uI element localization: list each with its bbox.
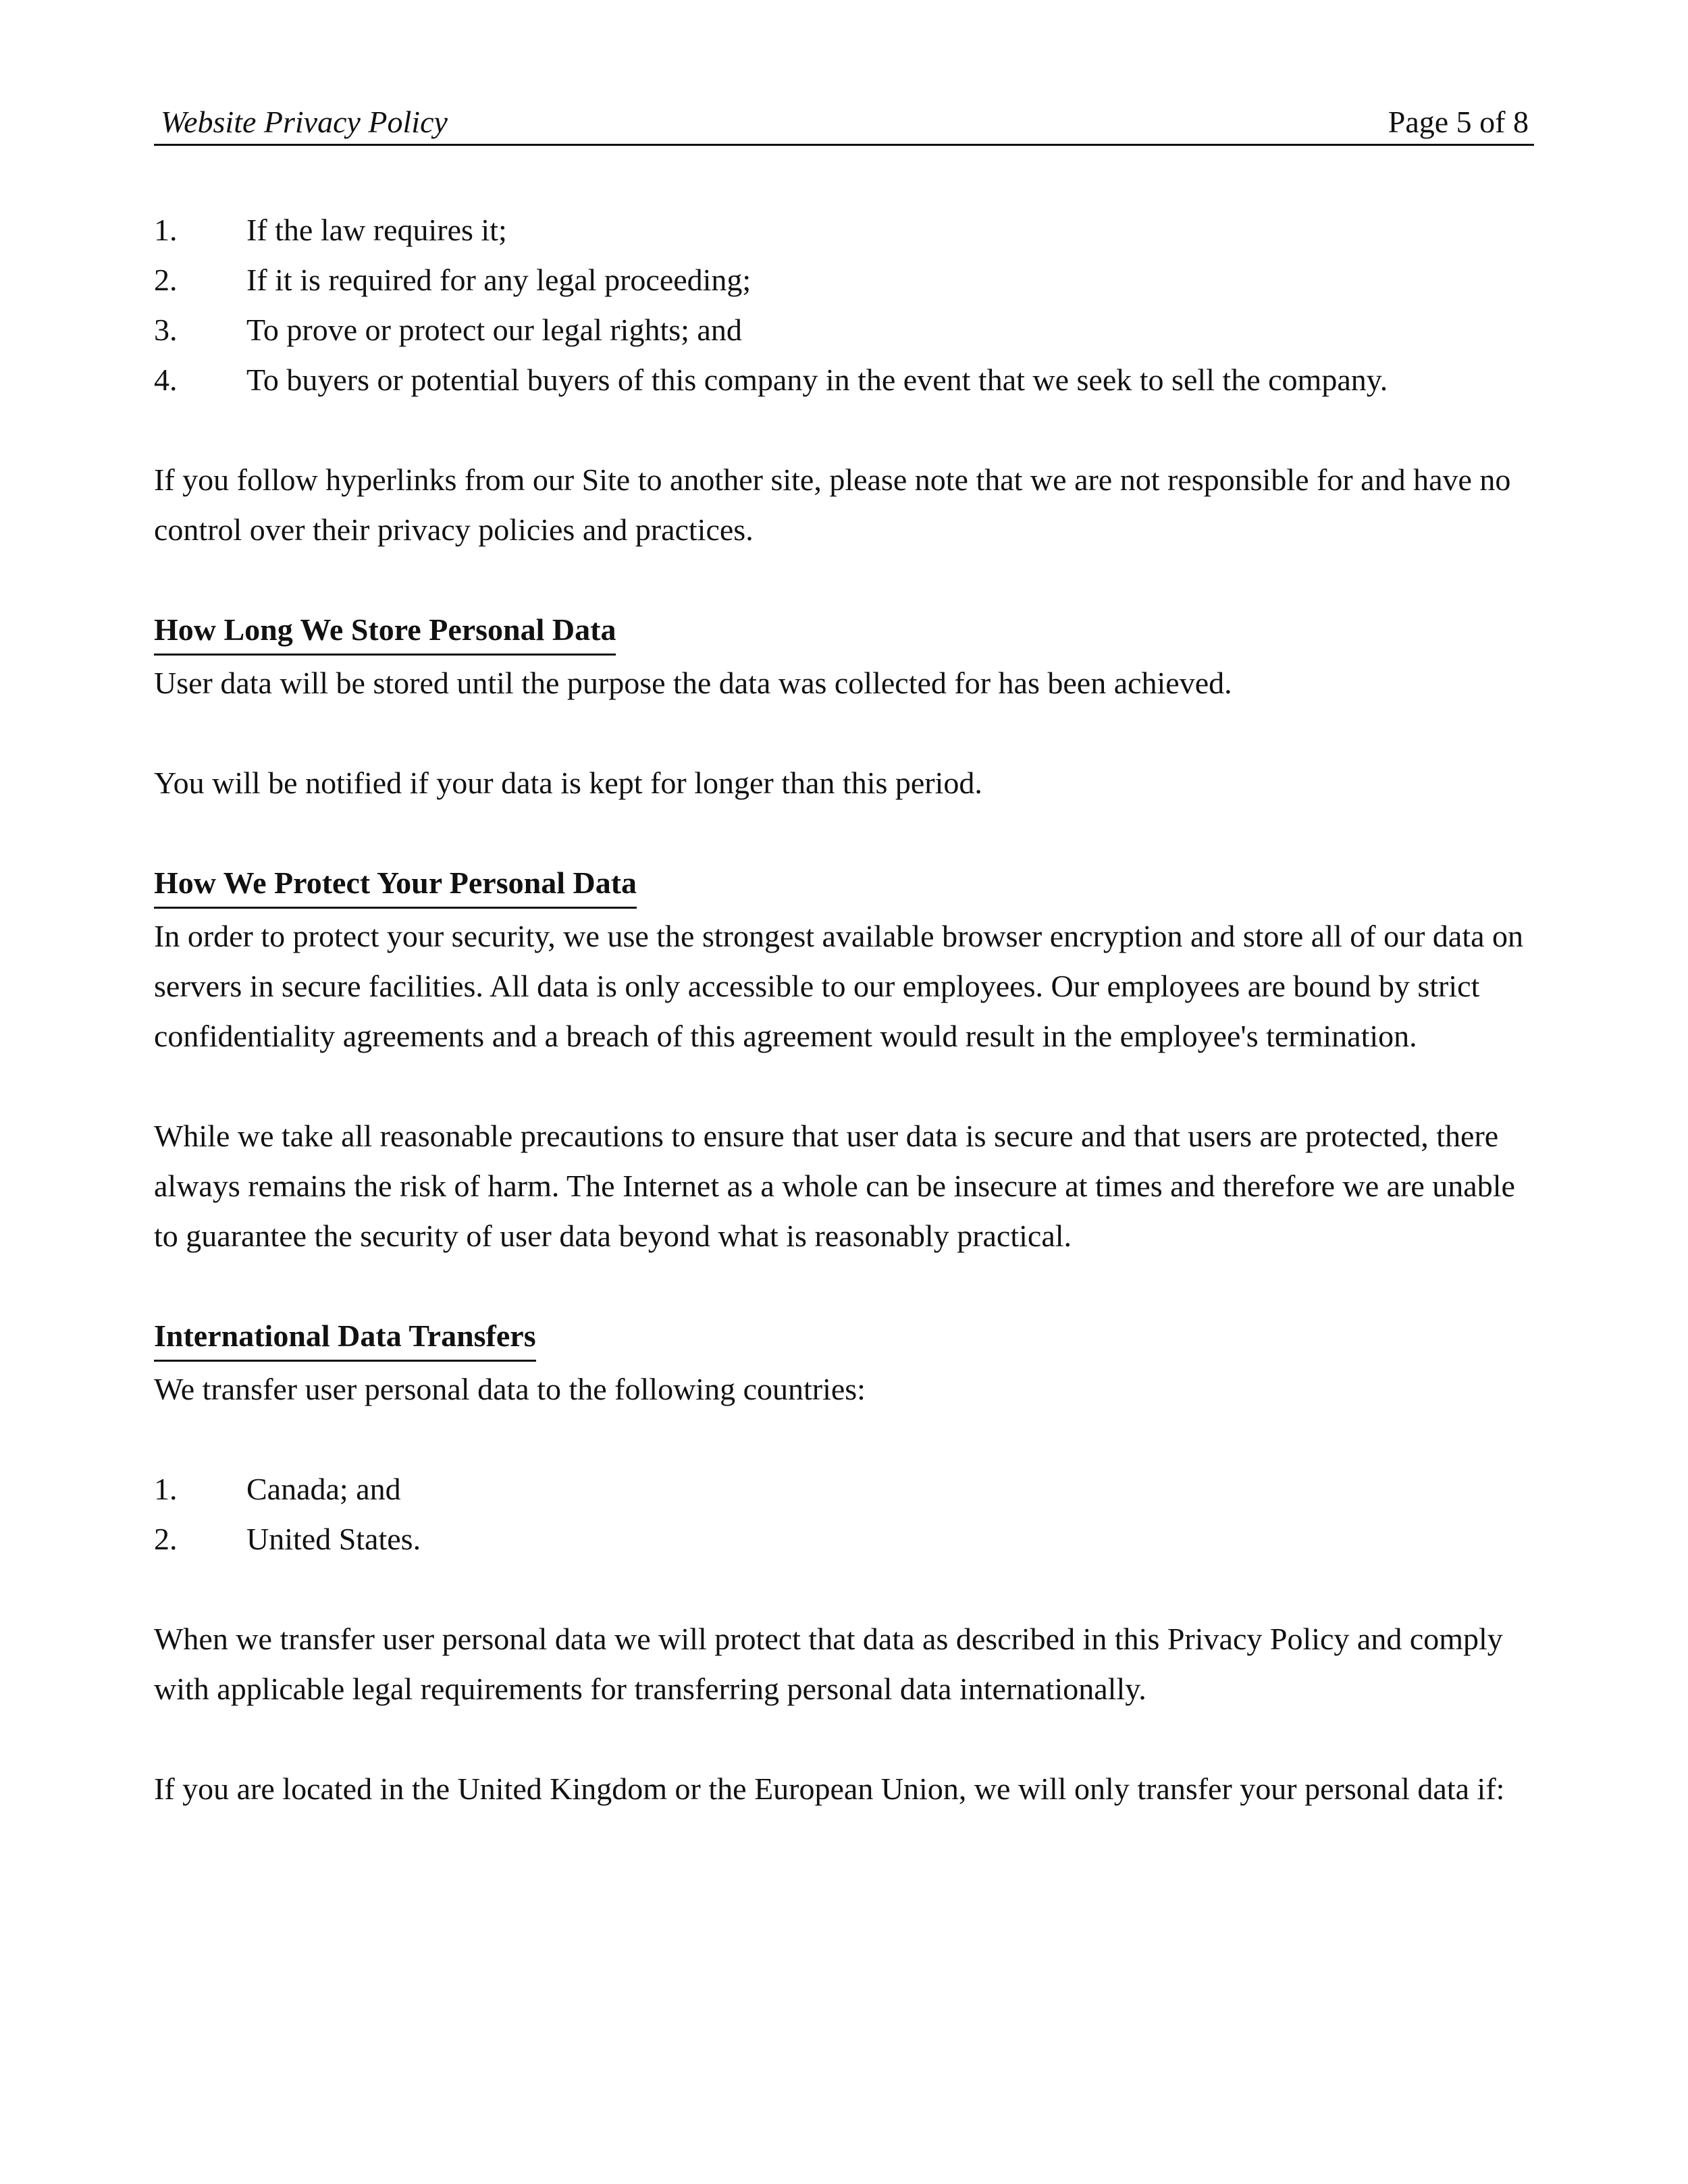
list-item xyxy=(154,305,1534,355)
storage-paragraph-2: You will be notified if your data is kept for longer than this period. xyxy=(154,766,982,800)
page-number: Page 5 of 8 xyxy=(1388,105,1529,139)
spacer xyxy=(154,1564,1534,1614)
list-item-text: United States. xyxy=(246,1522,421,1556)
storage-heading: How Long We Store Personal Data xyxy=(154,608,616,656)
list-item-text: If it is required for any legal proceeding; xyxy=(246,263,751,297)
spacer xyxy=(154,808,1534,858)
document-title: Website Privacy Policy xyxy=(161,105,448,139)
list-item xyxy=(154,1464,1534,1514)
list-item-number: 4. xyxy=(154,363,178,397)
list-item-number: 1. xyxy=(154,1472,178,1506)
spacer xyxy=(154,405,1534,455)
list-item xyxy=(154,355,1534,405)
hyperlinks-paragraph: If you follow hyperlinks from our Site to another site, please note that we are not responsible for and have no control over their privacy policies and practices. xyxy=(154,462,1511,547)
document-page xyxy=(154,101,1534,1814)
countries-list xyxy=(154,1464,1534,1564)
spacer xyxy=(154,1414,1534,1464)
list-item-text: To buyers or potential buyers of this company in the event that we seek to sell the company. xyxy=(246,363,1388,397)
transfers-paragraph-2: If you are located in the United Kingdom or the European Union, we will only transfer your personal data if: xyxy=(154,1772,1505,1806)
page-header xyxy=(154,101,1534,146)
spacer xyxy=(154,555,1534,605)
disclosure-list xyxy=(154,205,1534,405)
list-item-text: If the law requires it; xyxy=(246,213,507,247)
protection-paragraph-2: While we take all reasonable precautions to ensure that user data is secure and that users are protected, there always remains the risk of harm. The Internet as a whole can be insecure at times and therefore we are unable to guarantee the security of user data beyond what is reasonably practical. xyxy=(154,1119,1515,1253)
list-item xyxy=(154,205,1534,255)
list-item xyxy=(154,1514,1534,1564)
list-item-number: 2. xyxy=(154,263,178,297)
spacer xyxy=(154,708,1534,758)
protection-heading: How We Protect Your Personal Data xyxy=(154,861,637,909)
list-item-number: 3. xyxy=(154,313,178,347)
transfers-intro: We transfer user personal data to the following countries: xyxy=(154,1372,866,1406)
protection-paragraph-1: In order to protect your security, we use the strongest available browser encryption and store all of our data on servers in secure facilities. All data is only accessible to our employees. Our employees are bound by strict confidentiality agreements and a breach of this agreement would result in the employee's termination. xyxy=(154,919,1524,1053)
storage-paragraph-1: User data will be stored until the purpose the data was collected for has been achieved. xyxy=(154,666,1232,700)
spacer xyxy=(154,1261,1534,1311)
transfers-paragraph-1: When we transfer user personal data we will protect that data as described in this Privacy Policy and comply with applicable legal requirements for transferring personal data internationally. xyxy=(154,1622,1503,1706)
list-item xyxy=(154,255,1534,305)
list-item-number: 1. xyxy=(154,213,178,247)
spacer xyxy=(154,1714,1534,1764)
list-item-text: To prove or protect our legal rights; and xyxy=(246,313,742,347)
list-item-text: Canada; and xyxy=(246,1472,401,1506)
list-item-number: 2. xyxy=(154,1522,178,1556)
spacer xyxy=(154,1061,1534,1111)
document-body xyxy=(154,205,1534,1814)
transfers-heading: International Data Transfers xyxy=(154,1314,536,1362)
